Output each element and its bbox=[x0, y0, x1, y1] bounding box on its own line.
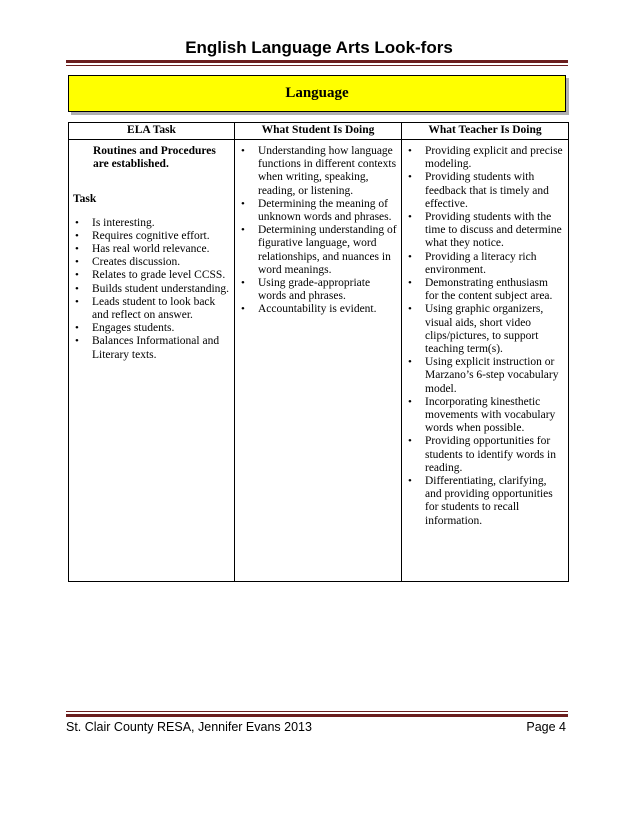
bullet-icon: • bbox=[75, 216, 79, 229]
student-item-text: Determining understanding of figurative language, word relationships, and nuances in word meanings. bbox=[258, 224, 397, 276]
bullet-icon: • bbox=[75, 256, 79, 269]
task-item bbox=[73, 256, 230, 269]
bullet-icon: • bbox=[408, 395, 412, 408]
bullet-icon: • bbox=[408, 435, 412, 448]
teacher-item-text: Using explicit instruction or Marzano’s 6-step vocabulary model. bbox=[425, 356, 559, 395]
student-item bbox=[239, 198, 397, 224]
teacher-item-text: Providing opportunities for students to identify words in reading. bbox=[425, 435, 556, 474]
teacher-item-text: Demonstrating enthusiasm for the content subject area. bbox=[425, 277, 553, 303]
student-item-text: Accountability is evident. bbox=[258, 303, 377, 316]
task-item bbox=[73, 230, 230, 243]
look-fors-table bbox=[68, 122, 569, 582]
student-item bbox=[239, 224, 397, 277]
bullet-icon: • bbox=[241, 303, 245, 316]
bullet-icon: • bbox=[408, 277, 412, 290]
teacher-item-text: Providing students with the time to discuss and determine what they notice. bbox=[425, 211, 562, 250]
teacher-item bbox=[406, 303, 564, 356]
task-item-text: Engages students. bbox=[92, 322, 175, 335]
student-list bbox=[239, 145, 397, 317]
task-item bbox=[73, 269, 230, 282]
task-item bbox=[73, 322, 230, 335]
footer-divider bbox=[66, 714, 568, 717]
bullet-icon: • bbox=[408, 250, 412, 263]
column-header-student: What Student Is Doing bbox=[235, 123, 402, 140]
bullet-icon: • bbox=[75, 322, 79, 335]
bullet-icon: • bbox=[75, 295, 79, 308]
bullet-icon: • bbox=[408, 475, 412, 488]
task-item-text: Leads student to look back and reflect on answer. bbox=[92, 295, 216, 322]
bullet-icon: • bbox=[408, 145, 412, 157]
teacher-item bbox=[406, 171, 564, 211]
bullet-icon: • bbox=[241, 197, 245, 210]
task-item bbox=[73, 283, 230, 296]
bullet-icon: • bbox=[75, 282, 79, 295]
bullet-icon: • bbox=[75, 269, 79, 282]
task-item-text: Has real world relevance. bbox=[92, 243, 210, 256]
bullet-icon: • bbox=[408, 211, 412, 224]
task-item bbox=[73, 335, 230, 361]
bullet-icon: • bbox=[241, 277, 245, 290]
teacher-item-text: Using graphic organizers, visual aids, short video clips/pictures, to support teaching term(s). bbox=[425, 303, 544, 356]
bullet-icon: • bbox=[408, 303, 412, 316]
student-item bbox=[239, 277, 397, 303]
footer-credit: St. Clair County RESA, Jennifer Evans 2013 bbox=[66, 720, 312, 734]
bullet-icon: • bbox=[75, 335, 79, 348]
teacher-item bbox=[406, 475, 564, 528]
student-item-text: Determining the meaning of unknown words and phrases. bbox=[258, 197, 392, 224]
teacher-item bbox=[406, 277, 564, 303]
table-row bbox=[69, 140, 569, 582]
teacher-item bbox=[406, 396, 564, 436]
bullet-icon: • bbox=[241, 145, 245, 157]
task-item-text: Is interesting. bbox=[92, 216, 155, 229]
task-item-text: Creates discussion. bbox=[92, 256, 181, 269]
ela-task-cell bbox=[69, 140, 235, 582]
task-item-text: Builds student understanding. bbox=[92, 282, 230, 295]
task-item-text: Requires cognitive effort. bbox=[92, 229, 210, 242]
task-item-text: Balances Informational and Literary texts. bbox=[92, 335, 220, 361]
student-item-text: Understanding how language functions in different contexts when writing, speaking, reading, or listening. bbox=[258, 145, 397, 197]
teacher-list bbox=[406, 145, 564, 528]
student-item bbox=[239, 303, 397, 316]
task-list bbox=[73, 217, 230, 362]
header-divider bbox=[66, 60, 568, 63]
header-divider-thin bbox=[66, 65, 568, 66]
bullet-icon: • bbox=[75, 243, 79, 256]
task-item-text: Relates to grade level CCSS. bbox=[92, 269, 226, 282]
bullet-icon: • bbox=[408, 356, 412, 369]
student-cell bbox=[235, 140, 402, 582]
column-header-teacher: What Teacher Is Doing bbox=[402, 123, 569, 140]
teacher-cell bbox=[402, 140, 569, 582]
teacher-item-text: Differentiating, clarifying, and providing opportunities for students to recall information. bbox=[425, 475, 553, 527]
teacher-item-text: Providing explicit and precise modeling. bbox=[425, 145, 563, 171]
bullet-icon: • bbox=[241, 224, 245, 237]
page-number: Page 4 bbox=[526, 720, 566, 734]
column-header-ela-task: ELA Task bbox=[69, 123, 235, 140]
student-item bbox=[239, 145, 397, 198]
teacher-item-text: Incorporating kinesthetic movements with vocabulary words when possible. bbox=[425, 395, 556, 435]
section-banner: Language bbox=[68, 75, 566, 112]
routines-heading: Routines and Procedures are established. bbox=[93, 145, 216, 171]
table-header-row bbox=[69, 123, 569, 140]
student-item-text: Using grade-appropriate words and phrases. bbox=[258, 277, 371, 303]
teacher-item bbox=[406, 356, 564, 396]
task-item bbox=[73, 217, 230, 230]
teacher-item bbox=[406, 435, 564, 475]
teacher-item bbox=[406, 211, 564, 251]
teacher-item bbox=[406, 251, 564, 277]
task-item bbox=[73, 296, 230, 322]
task-heading: Task bbox=[73, 193, 97, 206]
teacher-item bbox=[406, 145, 564, 171]
bullet-icon: • bbox=[408, 171, 412, 184]
page-title: English Language Arts Look-fors bbox=[185, 38, 453, 57]
footer-divider-thin bbox=[66, 711, 568, 712]
teacher-item-text: Providing students with feedback that is timely and effective. bbox=[425, 171, 549, 210]
teacher-item-text: Providing a literacy rich environment. bbox=[425, 250, 537, 276]
bullet-icon: • bbox=[75, 229, 79, 242]
task-item bbox=[73, 243, 230, 256]
